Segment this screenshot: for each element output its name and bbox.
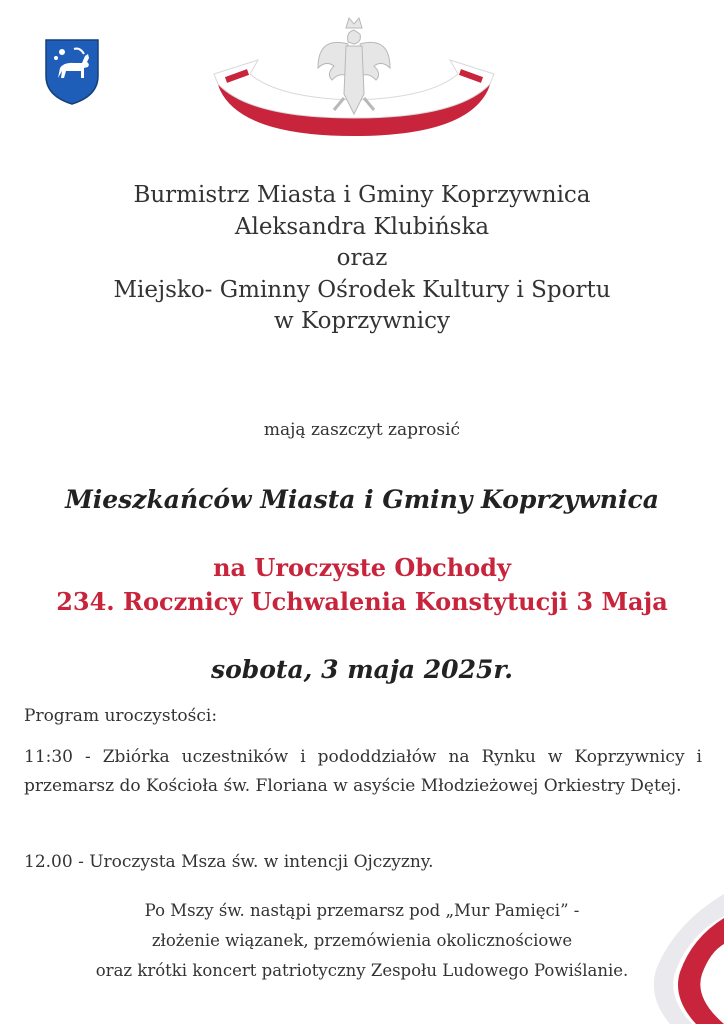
program-closing <box>0 896 724 986</box>
ribbon-decoration <box>644 894 724 1024</box>
guests-heading: Mieszkańców Miasta i Gminy Koprzywnica <box>65 485 659 514</box>
program-item-1130: 11:30 - Zbiórka uczestników i pododdziałów na Rynku w Koprzywnicy i przemarsz do Kościoła św. Floriana w asyście Młodzieżowej Orkiestry Dętej. <box>24 747 702 796</box>
host-line-and: oraz <box>336 245 388 271</box>
eagle-emblem <box>208 14 500 140</box>
program-item-1200: 12.00 - Uroczysta Msza św. w intencji Ojczyzny. <box>24 852 434 872</box>
event-date: sobota, 3 maja 2025r. <box>211 655 513 684</box>
closing-line-2: złożenie wiązanek, przemówienia okolicznościowe <box>151 931 573 950</box>
host-line-center: Miejsko- Gminny Ośrodek Kultury i Sportu <box>113 276 611 303</box>
host-line-name: Aleksandra Klubińska <box>234 213 490 240</box>
invite-text: mają zaszczyt zaprosić <box>263 420 461 440</box>
closing-line-3: oraz krótki koncert patriotyczny Zespołu Ludowego Powiślanie. <box>95 961 629 980</box>
program-heading: Program uroczystości: <box>24 706 218 726</box>
closing-line-1: Po Mszy św. nastąpi przemarsz pod „Mur Pamięci” - <box>144 901 580 920</box>
event-title <box>0 551 724 619</box>
event-title-line1: na Uroczyste Obchody <box>213 553 511 582</box>
host-line-mayor: Burmistrz Miasta i Gminy Koprzywnica <box>133 182 591 208</box>
event-title-line2: 234. Rocznicy Uchwalenia Konstytucji 3 Maja <box>56 587 668 616</box>
host-line-town: w Koprzywnicy <box>274 308 450 334</box>
host-block <box>0 180 724 338</box>
coat-of-arms-icon <box>44 38 100 106</box>
